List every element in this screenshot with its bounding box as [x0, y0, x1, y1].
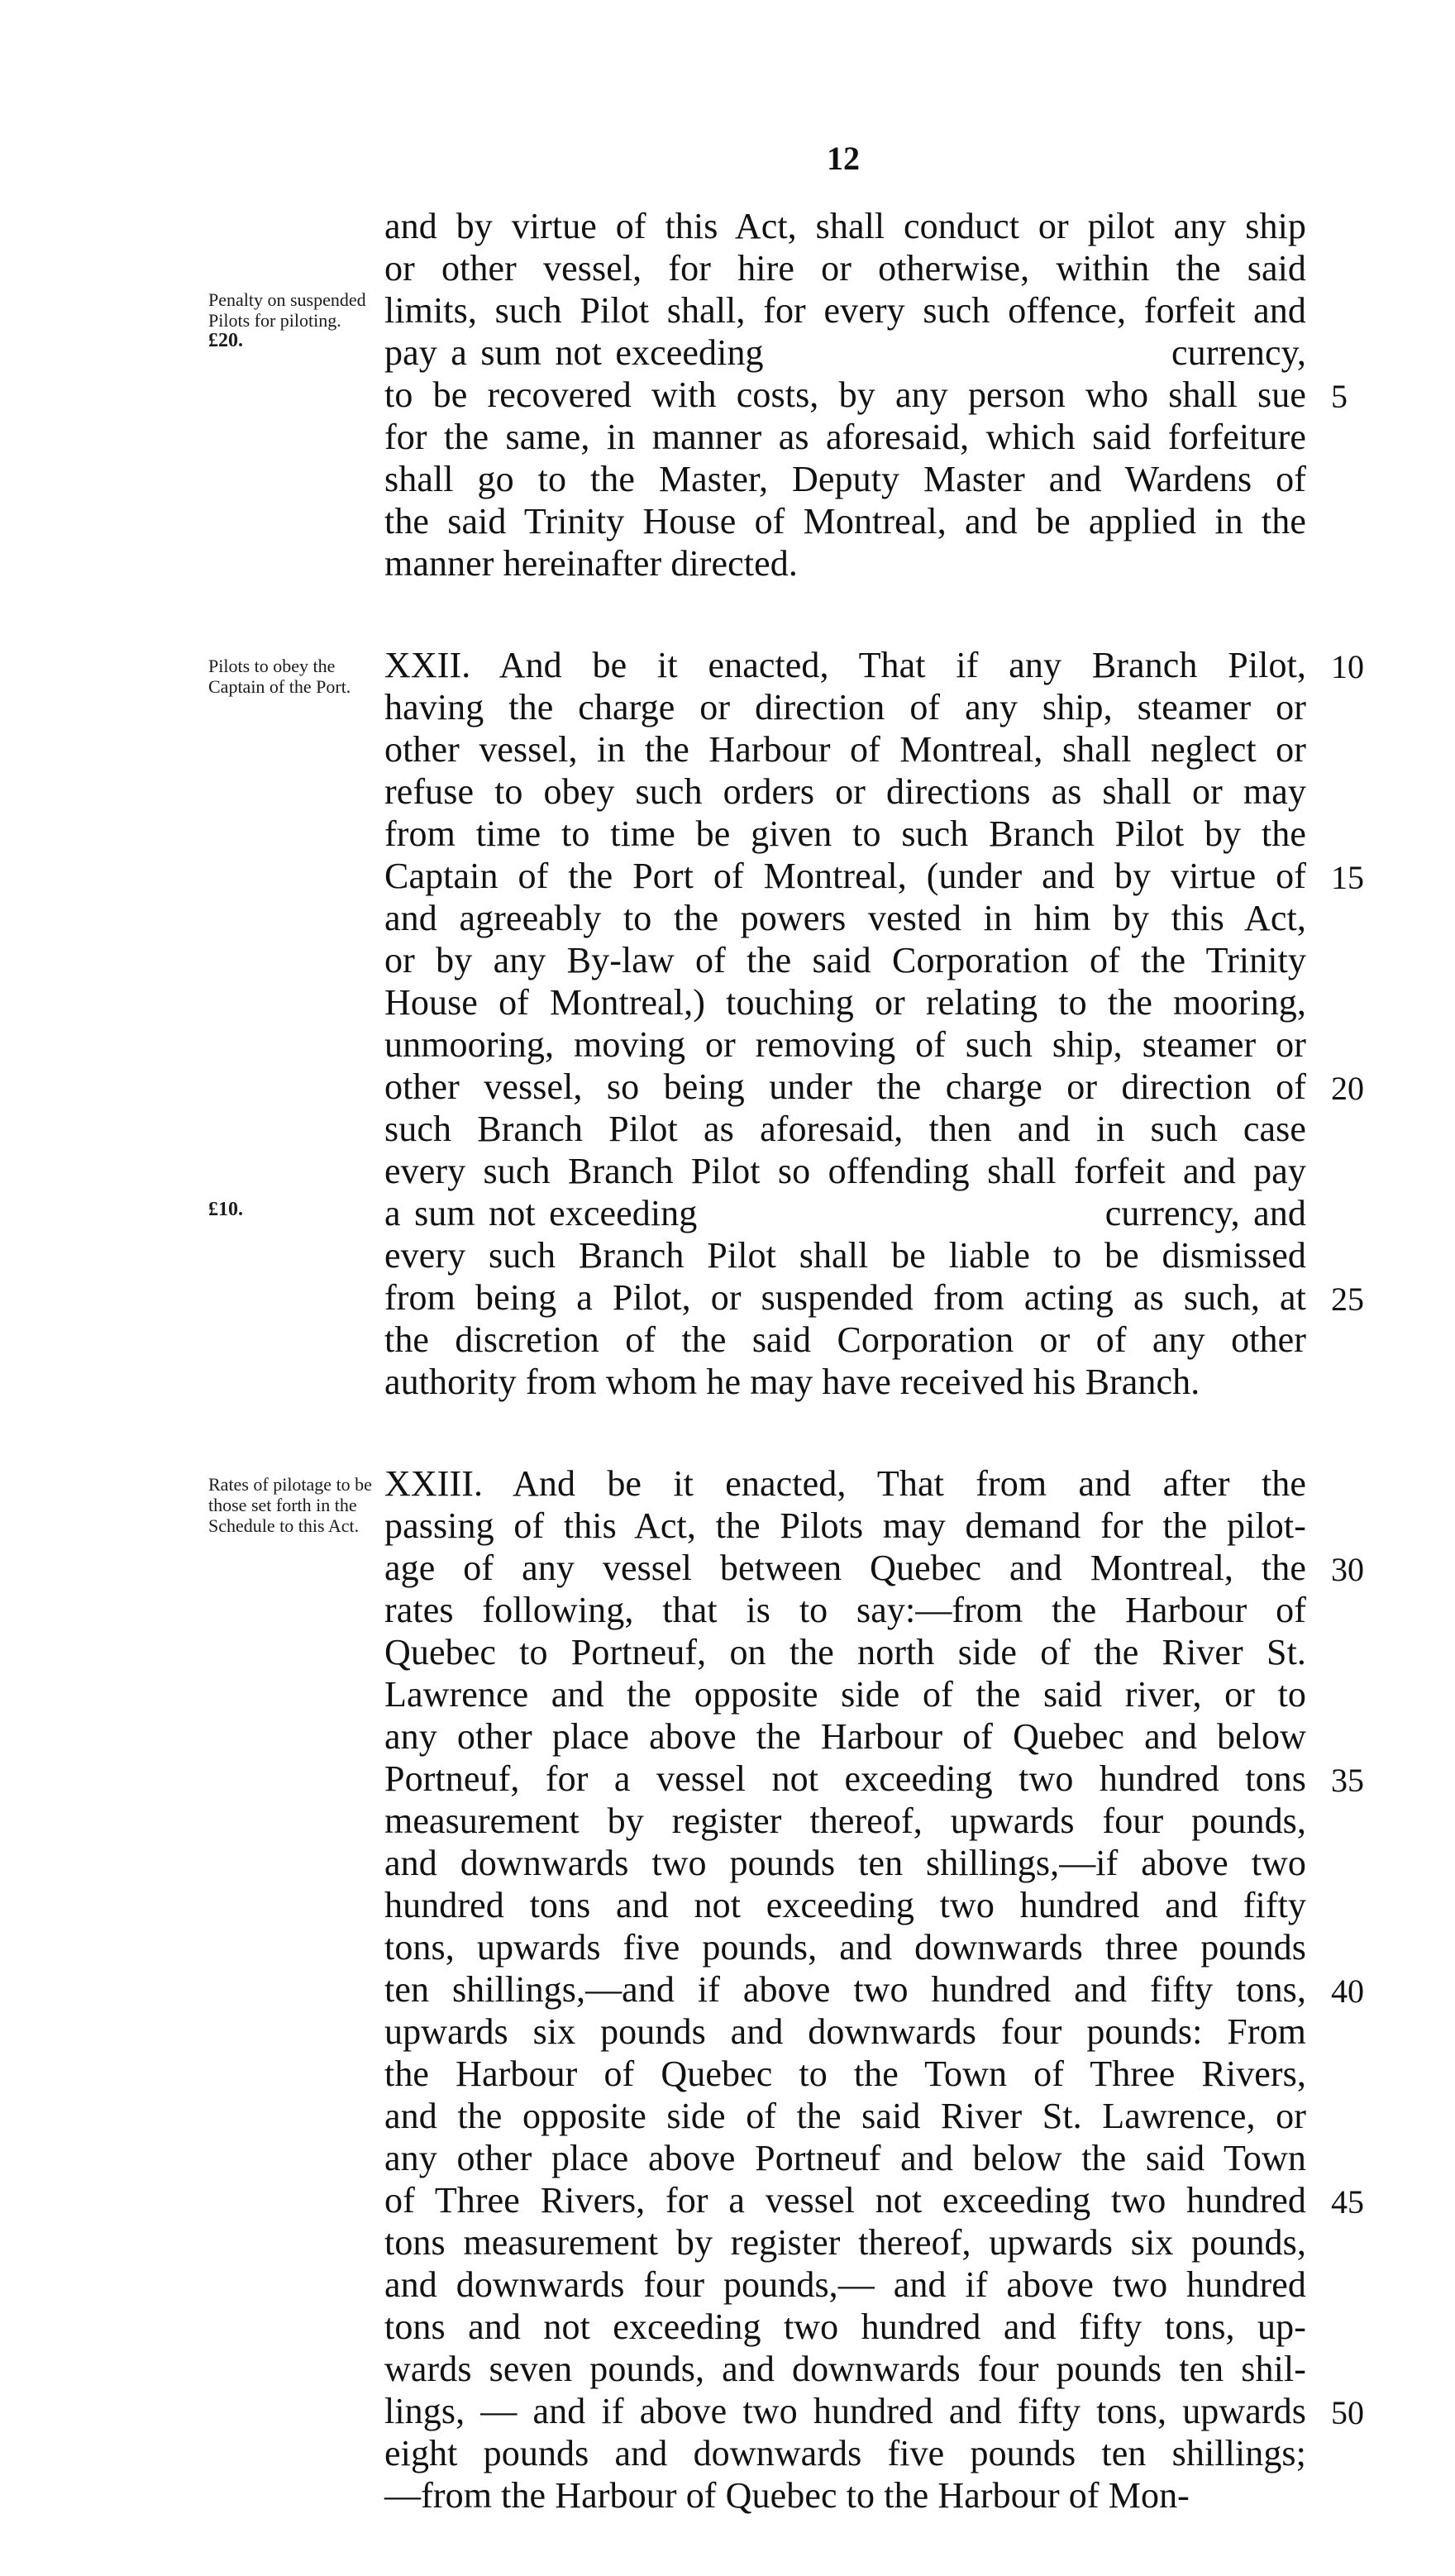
text-line-content: House of Montreal,) touching or relating to the mooring,: [384, 982, 1306, 1023]
text-line: [0, 247, 1455, 289]
text-line-content: other vessel, so being under the charge or direction of: [384, 1066, 1306, 1107]
text-line: [0, 2348, 1455, 2390]
text-line: [0, 1462, 1455, 1505]
text-line-content: and by virtue of this Act, shall conduct or pilot any ship: [384, 206, 1306, 246]
text-line: [0, 2432, 1455, 2474]
text-line-content: and downwards four pounds,— and if above two hundred: [384, 2264, 1306, 2305]
text-line: [0, 332, 1455, 374]
text-line: [0, 1673, 1455, 1715]
text-line-content: having the charge or direction of any ship, steamer or: [384, 687, 1306, 727]
text-line-content: from time to time be given to such Branch Pilot by the: [384, 813, 1306, 854]
section-continuation: [0, 205, 1455, 584]
text-line-content: Portneuf, for a vessel not exceeding two hundred tons: [384, 1758, 1306, 1799]
text-line-content: other vessel, in the Harbour of Montreal, shall neglect or: [384, 729, 1306, 770]
text-line-content: Lawrence and the opposite side of the said river, or to: [384, 1674, 1306, 1715]
text-line-content: eight pounds and downwards five pounds ten shillings;: [384, 2433, 1306, 2473]
text-line-content: measurement by register thereof, upwards four pounds,: [384, 1801, 1306, 1841]
text-line-content: limits, such Pilot shall, for every such offence, forfeit and: [384, 290, 1306, 331]
text-line-content: of Three Rivers, for a vessel not exceeding two hundred: [384, 2180, 1306, 2221]
text-line-content: manner hereinafter directed.: [384, 543, 798, 584]
page-number: 12: [827, 140, 860, 177]
text-line: [0, 374, 1455, 416]
text-line: [0, 770, 1455, 813]
text-line: [0, 728, 1455, 770]
line-number: 30: [1331, 1551, 1364, 1588]
text-line: [0, 1547, 1455, 1589]
section-lines: [0, 1462, 1455, 2516]
text-line: [0, 2053, 1455, 2095]
margin-note-penalty-text: Penalty on suspended Pilots for piloting.: [208, 289, 366, 331]
text-line-content: pay a sum not exceeding currency,: [384, 332, 1306, 373]
text-line-content: XXII. And be it enacted, That if any Branch Pilot,: [384, 645, 1306, 685]
text-line-content: every such Branch Pilot shall be liable to be dismissed: [384, 1235, 1306, 1276]
text-line-content: hundred tons and not exceeding two hundred and fifty: [384, 1885, 1306, 1925]
text-line: [0, 2390, 1455, 2432]
text-line: [0, 416, 1455, 458]
line-number: 15: [1331, 859, 1364, 896]
text-line-content: unmooring, moving or removing of such ship, steamer or: [384, 1024, 1306, 1065]
text-line-content: the Harbour of Quebec to the Town of Three Rivers,: [384, 2054, 1306, 2094]
line-number: 50: [1331, 2394, 1364, 2431]
text-line-content: the said Trinity House of Montreal, and be applied in the: [384, 501, 1306, 541]
text-line-content: tons measurement by register thereof, upwards six pounds,: [384, 2222, 1306, 2263]
text-line: [0, 500, 1455, 542]
text-line: [0, 981, 1455, 1023]
text-line: [0, 1968, 1455, 2011]
text-line: [0, 1066, 1455, 1108]
text-line: [0, 686, 1455, 728]
text-line: [0, 1361, 1455, 1403]
text-line: [0, 1319, 1455, 1361]
line-number: 45: [1331, 2183, 1364, 2221]
text-line: [0, 2474, 1455, 2516]
text-line-content: any other place above Portneuf and below the said Town: [384, 2138, 1306, 2178]
text-line: [0, 1758, 1455, 1800]
text-line: [0, 1842, 1455, 1884]
text-line-content: the discretion of the said Corporation or of any other: [384, 1319, 1306, 1360]
text-line-content: and agreeably to the powers vested in him by this Act,: [384, 898, 1306, 938]
text-line-content: Captain of the Port of Montreal, (under and by virtue of: [384, 856, 1306, 896]
text-line-content: shall go to the Master, Deputy Master and Wardens of: [384, 459, 1306, 499]
text-line-content: rates following, that is to say:—from the Harbour of: [384, 1590, 1306, 1630]
text-line-content: refuse to obey such orders or directions as shall or may: [384, 771, 1306, 812]
text-line-content: ten shillings,—and if above two hundred and fifty tons,: [384, 1969, 1306, 2010]
text-line-content: or by any By-law of the said Corporation of the Trinity: [384, 940, 1306, 980]
margin-note-rates: Rates of pilotage to be those set forth in the Schedule to this Act.: [208, 1474, 372, 1536]
text-line: [0, 1108, 1455, 1150]
text-line: [0, 939, 1455, 981]
text-line-content: such Branch Pilot as aforesaid, then and in such case: [384, 1109, 1306, 1149]
text-line-content: Quebec to Portneuf, on the north side of the River St.: [384, 1632, 1306, 1672]
margin-note-penalty-amount: £20.: [208, 330, 243, 351]
text-line-content: a sum not exceeding currency, and: [384, 1193, 1306, 1233]
text-line: [0, 644, 1455, 686]
text-line-content: age of any vessel between Quebec and Montreal, the: [384, 1548, 1306, 1588]
text-line-content: any other place above the Harbour of Quebec and below: [384, 1716, 1306, 1757]
text-line: [0, 1276, 1455, 1319]
text-line: [0, 2095, 1455, 2137]
margin-note-amount-10-text: £10.: [208, 1199, 243, 1220]
text-line-content: to be recovered with costs, by any person who shall sue: [384, 374, 1306, 415]
text-line: [0, 1631, 1455, 1673]
text-line: [0, 289, 1455, 332]
body-text: [0, 205, 1455, 2576]
text-line: [0, 205, 1455, 247]
line-number: 10: [1331, 648, 1364, 685]
section-xxiii: [0, 1462, 1455, 2516]
text-line: [0, 2137, 1455, 2179]
text-line: [0, 2306, 1455, 2348]
text-line-content: upwards six pounds and downwards four pounds: From: [384, 2011, 1306, 2052]
line-number: 25: [1331, 1281, 1364, 1318]
text-line-content: tons, upwards five pounds, and downwards three pounds: [384, 1927, 1306, 1968]
text-line: [0, 1715, 1455, 1758]
text-line: [0, 1589, 1455, 1631]
text-line: [0, 813, 1455, 855]
text-line: [0, 2264, 1455, 2306]
text-line-content: for the same, in manner as aforesaid, which said forfeiture: [384, 417, 1306, 457]
text-line: [0, 1234, 1455, 1276]
text-line-content: tons and not exceeding two hundred and fifty tons, up-: [384, 2306, 1306, 2347]
margin-note-pilots-obey: Pilots to obey the Captain of the Port.: [208, 656, 351, 697]
text-line: [0, 1023, 1455, 1066]
text-line: [0, 1150, 1455, 1192]
section-xxii: [0, 644, 1455, 1403]
text-line: [0, 1192, 1455, 1234]
text-line-content: or other vessel, for hire or otherwise, within the said: [384, 248, 1306, 289]
text-line-content: XXIII. And be it enacted, That from and after the: [384, 1463, 1306, 1504]
text-line: [0, 897, 1455, 939]
text-line: [0, 2221, 1455, 2264]
text-line-content: authority from whom he may have received his Branch.: [384, 1362, 1200, 1402]
text-line-content: passing of this Act, the Pilots may demand for the pilot-: [384, 1505, 1306, 1546]
text-line: [0, 458, 1455, 500]
text-line: [0, 2179, 1455, 2221]
text-line-content: —from the Harbour of Quebec to the Harbour of Mon-: [384, 2475, 1190, 2516]
text-line: [0, 2011, 1455, 2053]
text-line: [0, 542, 1455, 584]
section-lines: [0, 205, 1455, 584]
text-line: [0, 1926, 1455, 1968]
line-number: 20: [1331, 1070, 1364, 1107]
text-line-content: and downwards two pounds ten shillings,—if above two: [384, 1843, 1306, 1883]
text-line: [0, 1884, 1455, 1926]
text-line-content: from being a Pilot, or suspended from acting as such, at: [384, 1277, 1306, 1318]
line-number: 40: [1331, 1973, 1364, 2010]
line-number: 35: [1331, 1762, 1364, 1799]
text-line-content: lings, — and if above two hundred and fifty tons, upwards: [384, 2391, 1306, 2431]
text-line: [0, 855, 1455, 897]
section-lines: [0, 644, 1455, 1403]
text-line-content: and the opposite side of the said River St. Lawrence, or: [384, 2096, 1306, 2136]
text-line-content: every such Branch Pilot so offending shall forfeit and pay: [384, 1151, 1306, 1191]
line-number: 5: [1331, 378, 1348, 415]
text-line: [0, 1800, 1455, 1842]
text-line: [0, 1505, 1455, 1547]
text-line-content: wards seven pounds, and downwards four pounds ten shil-: [384, 2349, 1306, 2389]
